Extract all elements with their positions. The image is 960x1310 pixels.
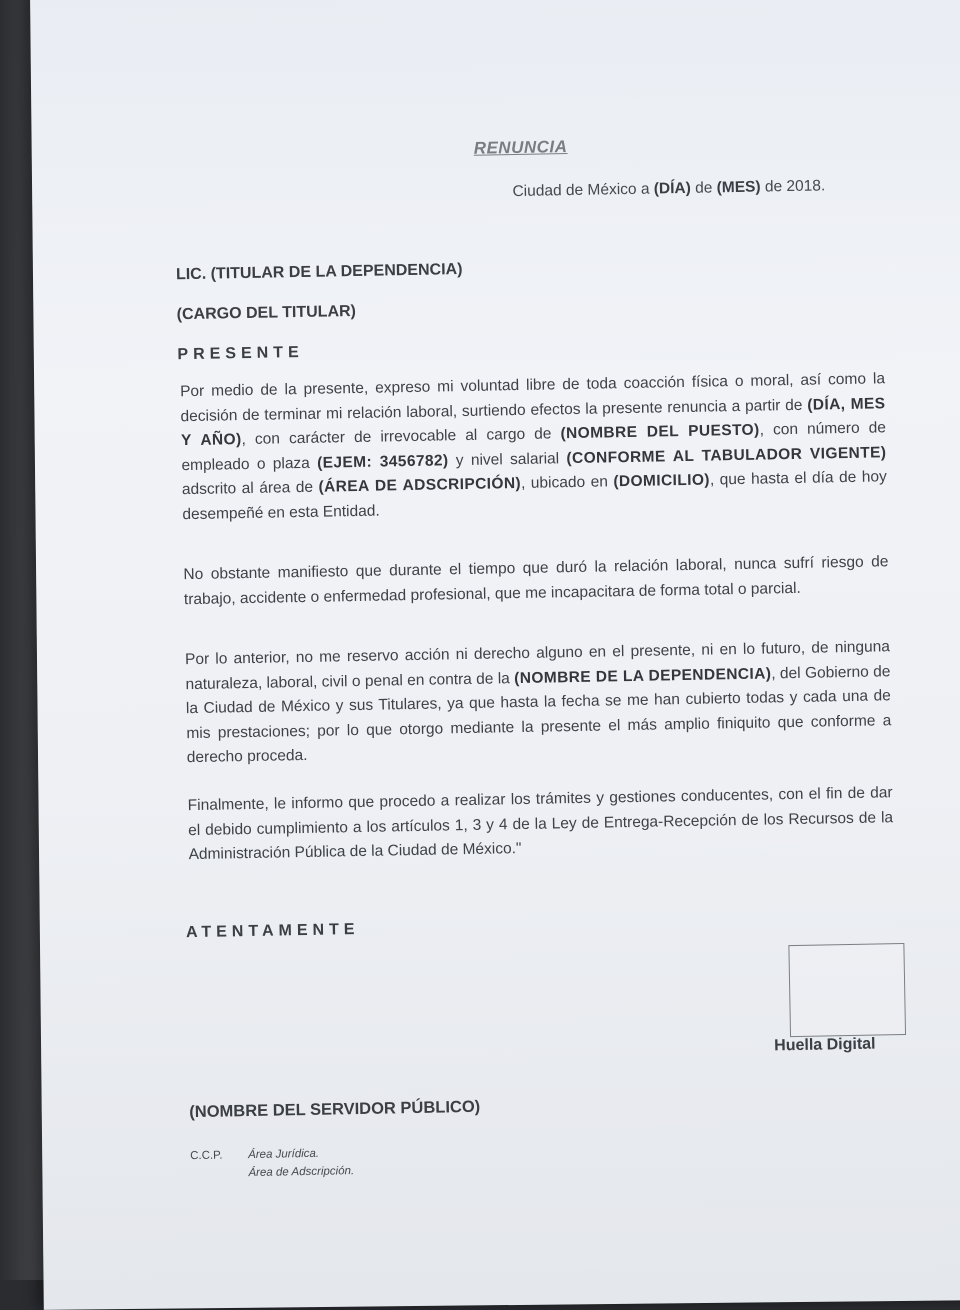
fingerprint-label: Huella Digital [774, 1035, 876, 1055]
salutation: PRESENTE [177, 343, 304, 364]
p1-placeholder-position: (NOMBRE DEL PUESTO) [560, 421, 760, 443]
p1-text-1: Por medio de la presente, expreso mi voluntad libre de toda coacción física o moral, así como la decisión de terminar mi relación laboral, surtiendo efectos la presente renuncia a partir de [179, 370, 886, 425]
p1-text-5: adscrito al área de [181, 478, 319, 499]
dateline-suffix: de 2018. [760, 177, 826, 196]
p1-placeholder-date: (DÍA, MES Y AÑO) [180, 394, 886, 450]
p1-placeholder-area: (ÁREA DE ADSCRIPCIÓN) [318, 474, 522, 496]
recipient-name: LIC. (TITULAR DE LA DEPENDENCIA) [175, 261, 463, 284]
p1-text-3: , con número de empleado o plaza [181, 419, 887, 474]
paragraph-no-risk: No obstante manifiesto que durante el tiempo que duró la relación laboral, nunca sufrí riesgo de trabajo, accidente o enfermedad profesional, que me incapacitara de forma total o parcial. [183, 553, 889, 608]
dateline-month: (MES) [716, 178, 761, 197]
closing: ATENTAMENTE [185, 920, 360, 942]
p3-text-1: Por lo anterior, no me reservo acción ni derecho alguno en el presente, ni en lo futuro, de ninguna naturaleza, laboral, civil o penal en contra de la [184, 638, 891, 693]
dateline-prefix: Ciudad de México a [512, 180, 654, 201]
dateline [512, 177, 825, 201]
fingerprint-box [788, 943, 906, 1037]
paragraph-handover: Finalmente, le informo que procedo a realizar los trámites y gestiones conducentes, con el fin de dar el debido cumplimiento a los artículos 1, 3 y 4 de la Ley de Entrega-Recepción de los Recursos de la Administración Pública de la Ciudad de México." [187, 784, 894, 864]
dateline-connector: de [690, 179, 717, 197]
ccp-label: C.C.P. [190, 1149, 223, 1163]
p3-placeholder-agency: (NOMBRE DE LA DEPENDENCIA) [514, 664, 772, 687]
dateline-day: (DÍA) [653, 179, 691, 198]
p1-text-2: , con carácter de irrevocable al cargo de [241, 425, 561, 449]
paragraph-waiver [185, 635, 892, 770]
ccp-item: Área Jurídica. [248, 1147, 320, 1162]
p1-placeholder-employee-number: (EJEM: 3456782) [316, 451, 449, 472]
p1-placeholder-address: (DOMICILIO) [613, 471, 711, 491]
p1-text-4: y nivel salarial [448, 449, 567, 469]
document-title: RENUNCIA [473, 137, 568, 158]
p1-text-6: , ubicado en [520, 473, 614, 492]
p3-text-2: , del Gobierno de la Ciudad de México y sus Titulares, ya que hasta la fecha se me han cubierto todas y cada una de mis prestaciones; por lo que otorgo mediante la presente el más amplio finiquito que conforme a derecho proceda. [185, 662, 892, 767]
ccp-item: Área de Adscripción. [248, 1165, 355, 1180]
paragraph-resignation [180, 367, 888, 527]
p1-text-7: , que hasta el día de hoy desempeñé en esta Entidad. [182, 468, 887, 523]
recipient-position: (CARGO DEL TITULAR) [176, 302, 357, 324]
signer-name: (NOMBRE DEL SERVIDOR PÚBLICO) [189, 1097, 481, 1122]
p1-placeholder-salary-level: (CONFORME AL TABULADOR VIGENTE) [566, 443, 887, 467]
